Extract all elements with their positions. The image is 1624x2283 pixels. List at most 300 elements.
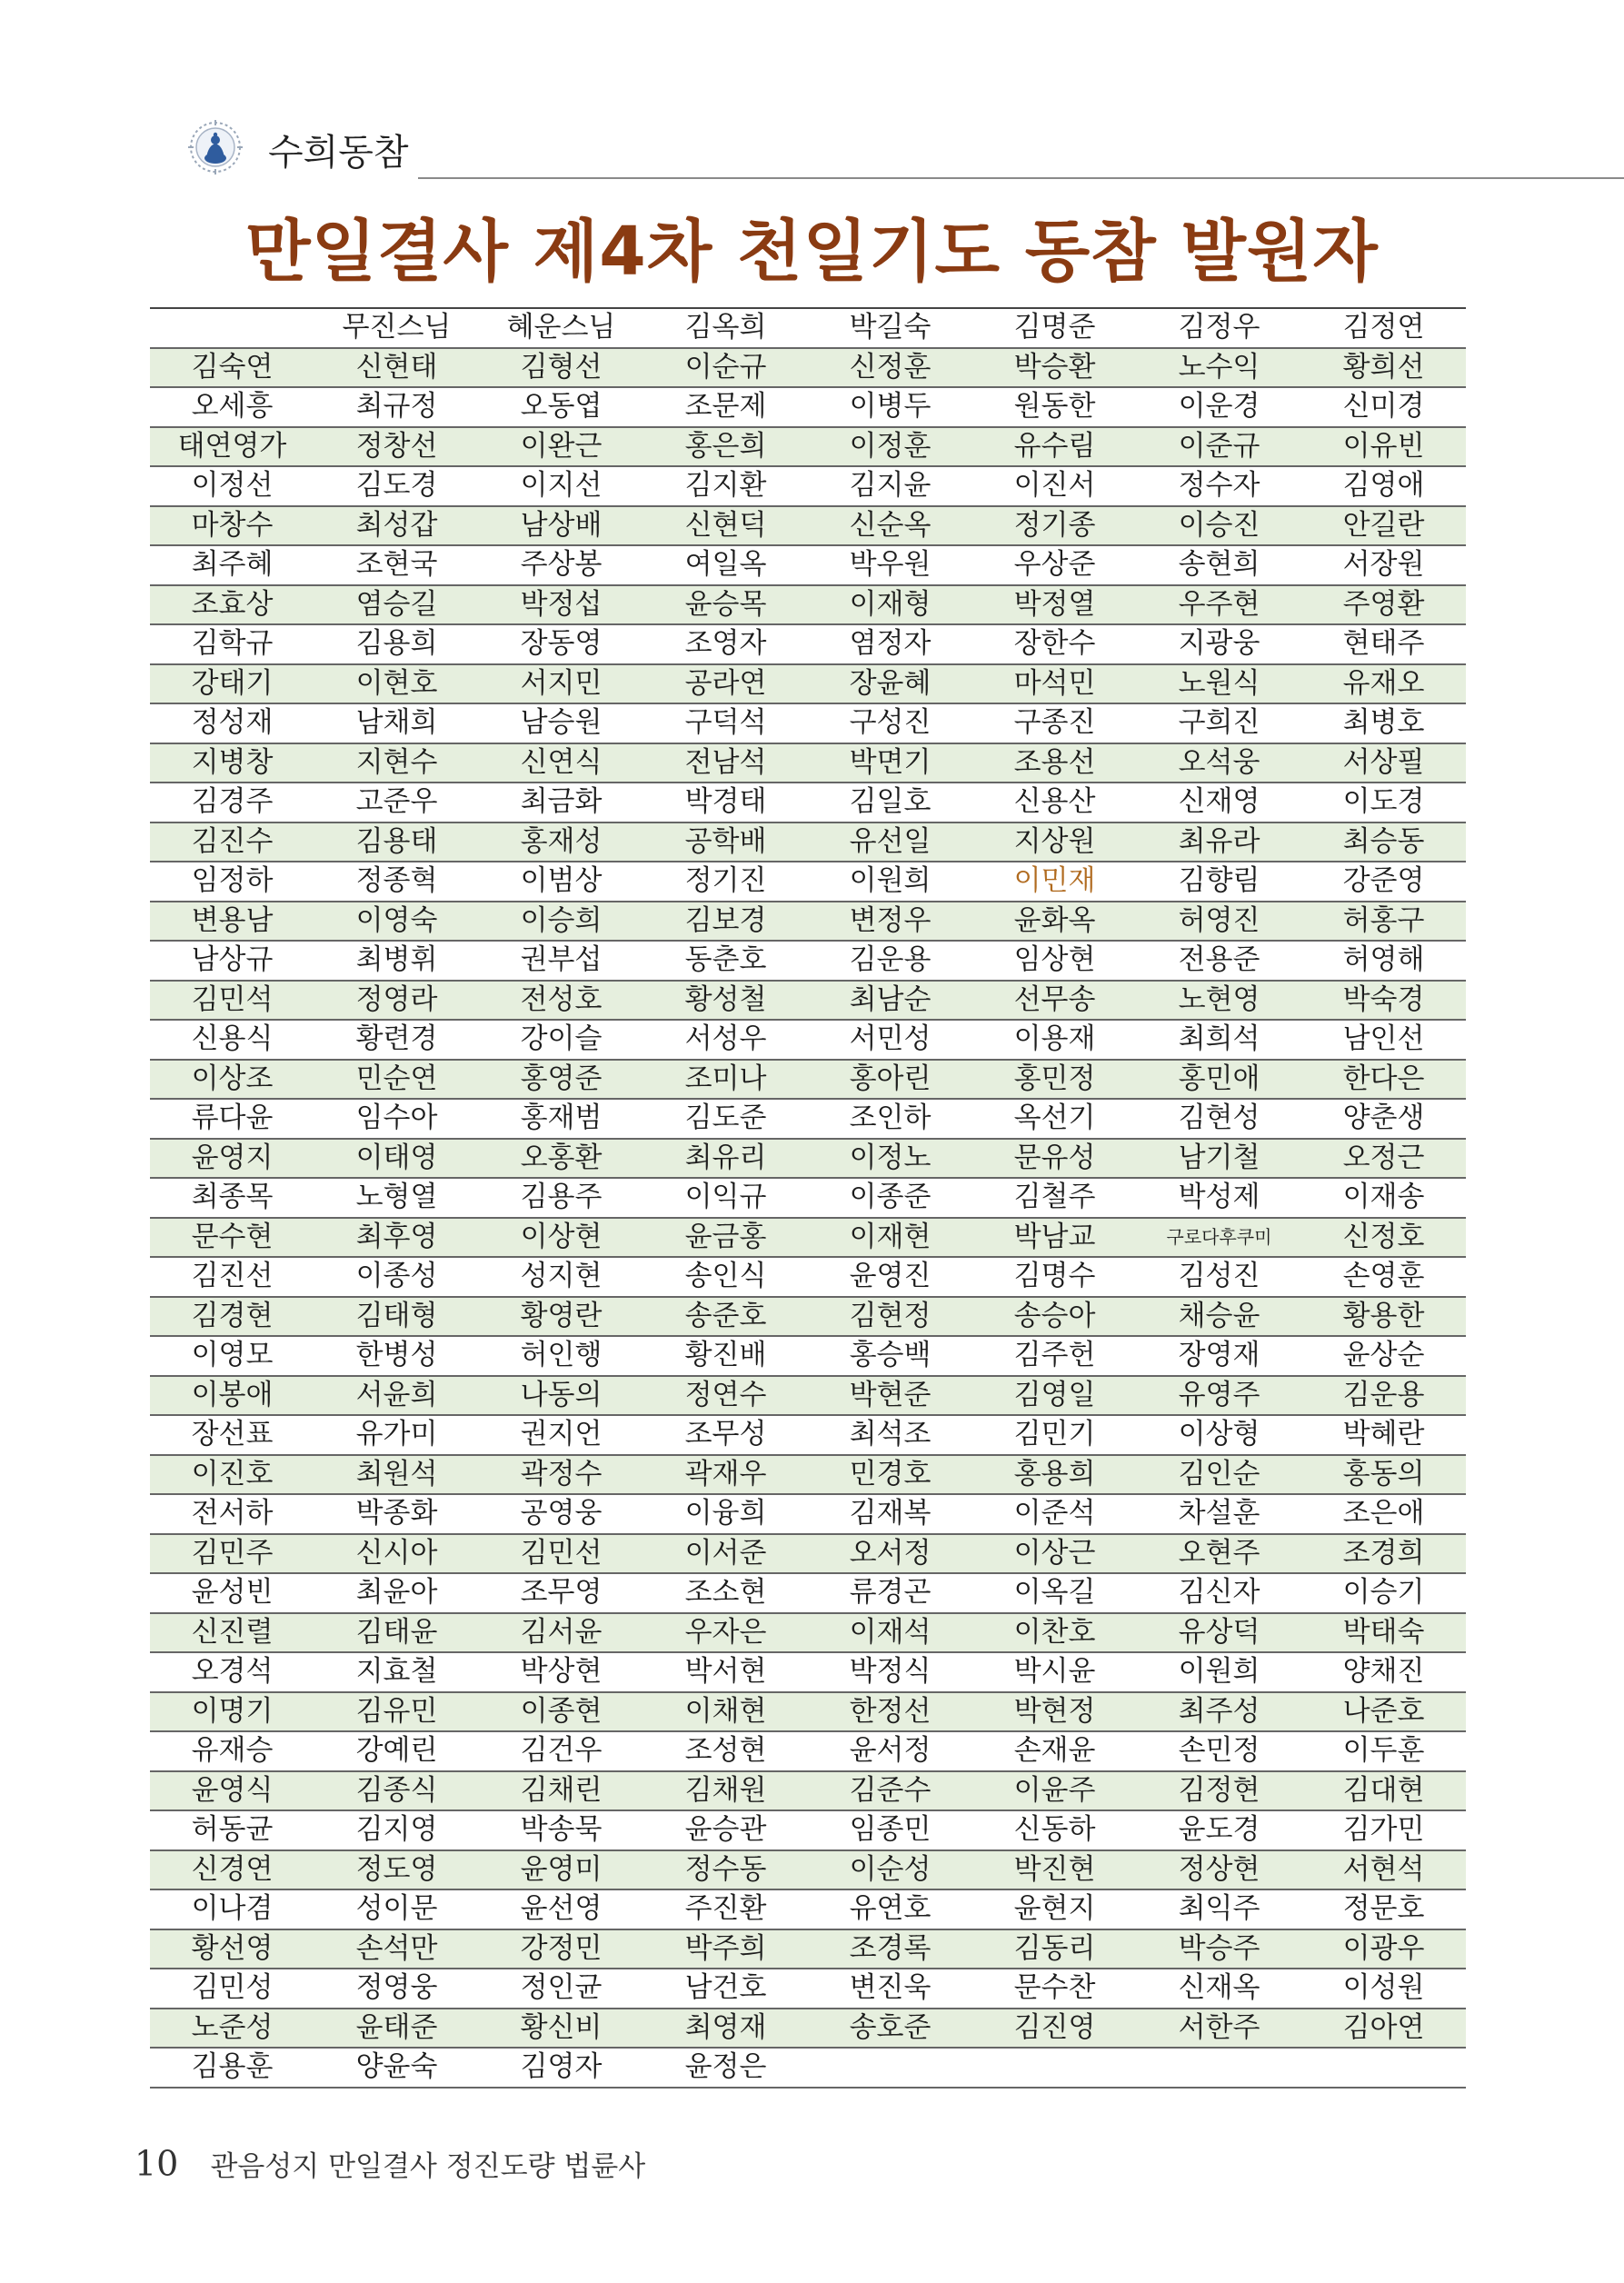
table-row <box>150 1811 1466 1851</box>
name-cell: 이진서 <box>1013 469 1096 502</box>
name-cell: 신연식 <box>520 745 603 779</box>
name-cell: 장동영 <box>520 627 603 660</box>
name-cell: 손석만 <box>355 1931 438 1965</box>
name-cell: 윤승관 <box>684 1813 767 1846</box>
name-cell: 홍재범 <box>520 1102 603 1134</box>
name-cell: 김정현 <box>1178 1773 1260 1807</box>
name-cell: 정연수 <box>684 1378 767 1411</box>
name-cell: 최익주 <box>1178 1892 1260 1925</box>
name-cell: 이종성 <box>355 1260 438 1292</box>
name-cell: 이윤주 <box>1013 1773 1096 1807</box>
name-cell: 김보경 <box>684 903 767 937</box>
name-cell: 최규정 <box>355 390 438 423</box>
name-cell: 이봉애 <box>191 1378 274 1411</box>
name-cell: 양춘생 <box>1342 1102 1425 1134</box>
name-cell: 염승길 <box>355 587 438 621</box>
name-cell: 송호준 <box>849 2010 932 2044</box>
name-cell: 홍아린 <box>849 1062 932 1095</box>
name-cell: 채승윤 <box>1178 1299 1260 1332</box>
table-row <box>150 982 1466 1022</box>
name-cell: 한정선 <box>849 1694 932 1728</box>
name-cell: 김경주 <box>191 785 274 818</box>
name-cell: 곽정수 <box>520 1457 603 1490</box>
name-cell: 이옥길 <box>1013 1576 1096 1609</box>
name-cell: 조은애 <box>1342 1497 1425 1530</box>
name-cell: 최금화 <box>520 785 603 818</box>
name-cell: 김민선 <box>520 1536 603 1570</box>
name-cell: 윤성빈 <box>191 1576 274 1609</box>
name-cell: 김숙연 <box>191 350 274 384</box>
name-cell: 박주희 <box>684 1931 767 1965</box>
table-row <box>150 1930 1466 1970</box>
name-cell: 조미나 <box>684 1062 767 1095</box>
name-cell: 윤태준 <box>355 2010 438 2044</box>
name-cell: 유선일 <box>849 824 932 858</box>
name-cell: 김용훈 <box>191 2050 274 2083</box>
table-row <box>150 1219 1466 1259</box>
name-cell: 강정민 <box>520 1931 603 1965</box>
name-cell: 전용준 <box>1178 943 1260 976</box>
name-cell: 이재형 <box>849 587 932 621</box>
name-cell: 이찬호 <box>1013 1615 1096 1649</box>
name-cell: 이병두 <box>849 390 932 423</box>
name-cell: 이상조 <box>191 1062 274 1095</box>
name-cell: 서성우 <box>684 1022 767 1055</box>
table-row <box>150 586 1466 626</box>
name-cell: 윤선영 <box>520 1892 603 1925</box>
name-cell: 윤상순 <box>1342 1339 1425 1371</box>
name-cell: 김재복 <box>849 1497 932 1530</box>
name-cell: 정종혁 <box>355 864 438 897</box>
name-cell: 박길숙 <box>849 311 932 344</box>
name-cell <box>808 2049 972 2087</box>
name-cell: 김민주 <box>191 1536 274 1570</box>
name-cell: 변정우 <box>849 903 932 937</box>
name-cell: 이재현 <box>849 1220 932 1253</box>
name-cell: 유재오 <box>1342 666 1425 700</box>
name-cell: 박정식 <box>849 1655 932 1688</box>
name-cell: 김현성 <box>1178 1102 1260 1134</box>
name-cell: 안길란 <box>1342 508 1425 542</box>
name-cell: 공라연 <box>684 666 767 700</box>
name-cell: 최승동 <box>1342 824 1425 858</box>
name-cell: 서윤희 <box>355 1378 438 1411</box>
table-row <box>150 1969 1466 2009</box>
name-cell: 강준영 <box>1342 864 1425 897</box>
name-cell: 황선영 <box>191 1931 274 1965</box>
name-cell: 변진욱 <box>849 1971 932 2004</box>
name-cell: 홍용희 <box>1013 1457 1096 1490</box>
name-cell: 이성원 <box>1342 1971 1425 2004</box>
name-cell: 류경곤 <box>849 1576 932 1609</box>
name-cell: 이재석 <box>849 1615 932 1649</box>
name-cell: 김학규 <box>191 627 274 660</box>
name-cell: 이익규 <box>684 1181 767 1213</box>
name-cell: 박진현 <box>1013 1852 1096 1886</box>
name-cell: 구덕석 <box>684 706 767 739</box>
name-cell: 황용한 <box>1342 1299 1425 1332</box>
name-cell: 장한수 <box>1013 627 1096 660</box>
name-cell: 신재영 <box>1178 785 1260 818</box>
table-row <box>150 1693 1466 1733</box>
header-divider <box>418 177 1624 179</box>
name-cell: 양윤숙 <box>355 2050 438 2083</box>
name-cell: 차설훈 <box>1178 1497 1260 1530</box>
footer-text: 관음성지 만일결사 정진도량 법륜사 <box>210 2150 646 2183</box>
name-cell: 김태윤 <box>355 1615 438 1649</box>
name-cell: 김정우 <box>1178 311 1260 344</box>
name-cell: 우상준 <box>1013 548 1096 581</box>
name-cell: 오세흥 <box>191 390 274 423</box>
name-cell: 이민재 <box>1013 864 1096 897</box>
name-cell: 정문호 <box>1342 1892 1425 1925</box>
name-cell: 박남교 <box>1013 1220 1096 1253</box>
table-row <box>150 1416 1466 1456</box>
name-cell: 전성호 <box>520 982 603 1016</box>
table-row <box>150 902 1466 942</box>
name-cell: 강이슬 <box>520 1022 603 1055</box>
name-cell: 정창선 <box>355 429 438 463</box>
name-cell: 원동한 <box>1013 390 1096 423</box>
name-cell: 김채원 <box>684 1773 767 1807</box>
name-cell: 서민성 <box>849 1022 932 1055</box>
table-row <box>150 1653 1466 1693</box>
name-cell: 유가미 <box>355 1418 438 1451</box>
table-row <box>150 942 1466 982</box>
name-cell: 김지환 <box>684 469 767 502</box>
name-cell: 김도경 <box>355 469 438 502</box>
table-row <box>150 862 1466 902</box>
name-cell: 김지영 <box>355 1813 438 1846</box>
name-cell: 허영해 <box>1342 943 1425 976</box>
name-cell: 조문제 <box>684 390 767 423</box>
name-cell <box>1301 2049 1466 2087</box>
name-cell: 조용선 <box>1013 745 1096 779</box>
name-cell: 서현석 <box>1342 1852 1425 1886</box>
table-row <box>150 507 1466 547</box>
name-cell: 공학배 <box>684 824 767 858</box>
name-cell: 박정섭 <box>520 587 603 621</box>
table-row <box>150 665 1466 705</box>
name-cell: 이나겸 <box>191 1892 274 1925</box>
name-cell: 최원석 <box>355 1457 438 1490</box>
table-row <box>150 1337 1466 1377</box>
name-cell: 이서준 <box>684 1536 767 1570</box>
name-cell: 윤승목 <box>684 587 767 621</box>
name-cell: 민순연 <box>355 1062 438 1095</box>
name-cell: 이두훈 <box>1342 1734 1425 1767</box>
name-cell: 신순옥 <box>849 508 932 542</box>
name-cell: 정기종 <box>1013 508 1096 542</box>
name-cell: 박현정 <box>1013 1694 1096 1728</box>
name-cell: 허동균 <box>191 1813 274 1846</box>
buddha-emblem-icon <box>186 118 244 176</box>
name-cell: 김민기 <box>1013 1418 1096 1451</box>
name-cell: 여일옥 <box>684 548 767 581</box>
name-cell: 동춘호 <box>684 943 767 976</box>
name-cell: 이준규 <box>1178 429 1260 463</box>
name-cell <box>972 2049 1137 2087</box>
name-cell: 김옥희 <box>684 311 767 344</box>
name-cell: 송준호 <box>684 1299 767 1332</box>
name-cell: 박태숙 <box>1342 1615 1425 1649</box>
name-cell: 이채현 <box>684 1694 767 1728</box>
name-cell: 홍민애 <box>1178 1062 1260 1095</box>
name-cell: 우주현 <box>1178 587 1260 621</box>
table-row <box>150 744 1466 784</box>
name-cell: 오동엽 <box>520 390 603 423</box>
name-cell: 한다은 <box>1342 1062 1425 1095</box>
name-cell: 김유민 <box>355 1694 438 1728</box>
table-row <box>150 428 1466 468</box>
name-cell: 권지언 <box>520 1418 603 1451</box>
name-cell: 구성진 <box>849 706 932 739</box>
table-row <box>150 467 1466 507</box>
name-cell: 최병호 <box>1342 706 1425 739</box>
name-cell: 김명준 <box>1013 311 1096 344</box>
name-cell: 박서현 <box>684 1655 767 1688</box>
name-cell: 김채린 <box>520 1773 603 1807</box>
name-cell: 이승희 <box>520 903 603 937</box>
name-cell: 김동리 <box>1013 1931 1096 1965</box>
name-cell: 구로다후쿠미 <box>1166 1225 1272 1248</box>
name-cell: 서상필 <box>1342 745 1425 779</box>
name-cell: 혜운스님 <box>506 311 616 344</box>
name-cell: 최병휘 <box>355 943 438 976</box>
name-cell: 김주헌 <box>1013 1339 1096 1371</box>
name-cell: 이준석 <box>1013 1497 1096 1530</box>
name-cell: 양채진 <box>1342 1655 1425 1688</box>
table-row <box>150 546 1466 586</box>
name-cell: 오서정 <box>849 1536 932 1570</box>
name-cell: 황신비 <box>520 2010 603 2044</box>
name-cell: 노현영 <box>1178 982 1260 1016</box>
table-row <box>150 625 1466 665</box>
name-cell: 윤영진 <box>849 1260 932 1292</box>
name-cell: 이태영 <box>355 1141 438 1174</box>
donor-name-table <box>150 307 1466 2089</box>
table-row <box>150 704 1466 744</box>
name-cell: 문수찬 <box>1013 1971 1096 2004</box>
name-cell: 김진선 <box>191 1260 274 1292</box>
name-cell: 선무송 <box>1013 982 1096 1016</box>
name-cell: 문수현 <box>191 1220 274 1253</box>
name-cell: 구종진 <box>1013 706 1096 739</box>
name-cell: 유영주 <box>1178 1378 1260 1411</box>
name-cell: 남상규 <box>191 943 274 976</box>
name-cell: 유재승 <box>191 1734 274 1767</box>
name-cell: 김운용 <box>849 943 932 976</box>
name-cell: 윤도경 <box>1178 1813 1260 1846</box>
table-row <box>150 1179 1466 1219</box>
page-footer <box>135 2143 645 2188</box>
name-cell: 박숙경 <box>1342 982 1425 1016</box>
name-cell: 김건우 <box>520 1734 603 1767</box>
name-cell: 최남순 <box>849 982 932 1016</box>
name-cell: 김형선 <box>520 350 603 384</box>
name-cell: 정기진 <box>684 864 767 897</box>
name-cell: 남기철 <box>1178 1141 1260 1174</box>
table-row <box>150 1890 1466 1930</box>
name-cell: 김용태 <box>355 824 438 858</box>
name-cell: 손민정 <box>1178 1734 1260 1767</box>
table-row <box>150 1377 1466 1417</box>
name-cell: 신경연 <box>191 1852 274 1886</box>
name-cell: 허영진 <box>1178 903 1260 937</box>
name-cell: 이현호 <box>355 666 438 700</box>
name-cell: 지상원 <box>1013 824 1096 858</box>
name-cell: 전서하 <box>191 1497 274 1530</box>
name-cell: 허인행 <box>520 1339 603 1371</box>
name-cell: 최영재 <box>684 2010 767 2044</box>
name-cell: 박승환 <box>1013 350 1096 384</box>
table-row <box>150 1298 1466 1338</box>
name-cell: 신정호 <box>1342 1220 1425 1253</box>
name-cell: 임종민 <box>849 1813 932 1846</box>
name-cell: 신용산 <box>1013 785 1096 818</box>
name-cell: 송인식 <box>684 1260 767 1292</box>
name-cell: 이광우 <box>1342 1931 1425 1965</box>
name-cell: 구희진 <box>1178 706 1260 739</box>
name-cell: 김준수 <box>849 1773 932 1807</box>
table-row <box>150 1535 1466 1575</box>
name-cell: 이종현 <box>520 1694 603 1728</box>
name-cell: 박송묵 <box>520 1813 603 1846</box>
name-cell: 최유라 <box>1178 824 1260 858</box>
name-cell: 서장원 <box>1342 548 1425 581</box>
name-cell: 이영숙 <box>355 903 438 937</box>
name-cell: 최종목 <box>191 1181 274 1213</box>
name-cell: 변용남 <box>191 903 274 937</box>
name-cell: 서한주 <box>1178 2010 1260 2044</box>
name-cell: 황진배 <box>684 1339 767 1371</box>
name-cell: 이진호 <box>191 1457 274 1490</box>
name-cell: 한병성 <box>355 1339 438 1371</box>
name-cell: 허홍구 <box>1342 903 1425 937</box>
table-row <box>150 388 1466 428</box>
name-cell: 이융희 <box>684 1497 767 1530</box>
name-cell: 장선표 <box>191 1418 274 1451</box>
name-cell: 김일호 <box>849 785 932 818</box>
table-row <box>150 1021 1466 1061</box>
table-row <box>150 349 1466 389</box>
name-cell: 김영애 <box>1342 469 1425 502</box>
table-row <box>150 1258 1466 1298</box>
name-cell: 노준성 <box>191 2010 274 2044</box>
name-cell: 김명수 <box>1013 1260 1096 1292</box>
name-cell: 신동하 <box>1013 1813 1096 1846</box>
name-cell: 최석조 <box>849 1418 932 1451</box>
name-cell: 이순규 <box>684 350 767 384</box>
name-cell: 최윤아 <box>355 1576 438 1609</box>
name-cell: 지광웅 <box>1178 627 1260 660</box>
name-cell: 윤영미 <box>520 1852 603 1886</box>
name-cell: 박시윤 <box>1013 1655 1096 1688</box>
page-header <box>186 109 1624 182</box>
table-row <box>150 1614 1466 1654</box>
name-cell: 이정훈 <box>849 429 932 463</box>
name-cell: 주상봉 <box>520 548 603 581</box>
table-row <box>150 1495 1466 1535</box>
name-cell: 정영웅 <box>355 1971 438 2004</box>
name-cell: 최주혜 <box>191 548 274 581</box>
name-cell: 김대현 <box>1342 1773 1425 1807</box>
table-row <box>150 823 1466 863</box>
name-cell: 오홍환 <box>520 1141 603 1174</box>
name-cell: 이지선 <box>520 469 603 502</box>
name-cell: 박승주 <box>1178 1931 1260 1965</box>
name-cell: 김철주 <box>1013 1181 1096 1213</box>
name-cell: 신현태 <box>355 350 438 384</box>
name-cell: 주진환 <box>684 1892 767 1925</box>
name-cell: 오경석 <box>191 1655 274 1688</box>
name-cell: 김운용 <box>1342 1378 1425 1411</box>
name-cell: 장영재 <box>1178 1339 1260 1371</box>
name-cell: 오정근 <box>1342 1141 1425 1174</box>
name-cell: 우자은 <box>684 1615 767 1649</box>
name-cell: 태연영가 <box>177 429 287 463</box>
name-cell: 김아연 <box>1342 2010 1425 2044</box>
name-cell: 이완근 <box>520 429 603 463</box>
name-cell: 윤현지 <box>1013 1892 1096 1925</box>
name-cell: 박종화 <box>355 1497 438 1530</box>
name-cell: 지효철 <box>355 1655 438 1688</box>
name-cell: 오석웅 <box>1178 745 1260 779</box>
name-cell: 박면기 <box>849 745 932 779</box>
name-cell: 최유리 <box>684 1141 767 1174</box>
name-cell: 송승아 <box>1013 1299 1096 1332</box>
name-cell: 박우원 <box>849 548 932 581</box>
name-cell: 조경록 <box>849 1931 932 1965</box>
name-cell: 이재송 <box>1342 1181 1425 1213</box>
table-row <box>150 2049 1466 2089</box>
name-cell: 이상현 <box>520 1220 603 1253</box>
name-cell: 현태주 <box>1342 627 1425 660</box>
name-cell: 이명기 <box>191 1694 274 1728</box>
table-row <box>150 309 1466 349</box>
name-cell: 황성철 <box>684 982 767 1016</box>
name-cell: 최희석 <box>1178 1022 1260 1055</box>
table-row <box>150 1772 1466 1812</box>
table-row <box>150 783 1466 823</box>
name-cell: 서지민 <box>520 666 603 700</box>
name-cell: 마창수 <box>191 508 274 542</box>
name-cell: 유수림 <box>1013 429 1096 463</box>
name-cell: 강예린 <box>355 1734 438 1767</box>
name-cell: 조무성 <box>684 1418 767 1451</box>
name-cell: 곽재우 <box>684 1457 767 1490</box>
name-cell: 정도영 <box>355 1852 438 1886</box>
name-cell: 이종준 <box>849 1181 932 1213</box>
name-cell: 노수익 <box>1178 350 1260 384</box>
name-cell: 김용희 <box>355 627 438 660</box>
name-cell: 박상현 <box>520 1655 603 1688</box>
name-cell: 홍승백 <box>849 1339 932 1371</box>
name-cell: 이범상 <box>520 864 603 897</box>
name-cell: 김정연 <box>1342 311 1425 344</box>
name-cell: 이용재 <box>1013 1022 1096 1055</box>
name-cell: 박혜란 <box>1342 1418 1425 1451</box>
name-cell: 정성재 <box>191 706 274 739</box>
name-cell: 박성제 <box>1178 1181 1260 1213</box>
name-cell: 이승기 <box>1342 1576 1425 1609</box>
table-row <box>150 1061 1466 1101</box>
table-row <box>150 1851 1466 1891</box>
name-cell: 정수자 <box>1178 469 1260 502</box>
name-cell: 김진수 <box>191 824 274 858</box>
name-cell: 이운경 <box>1178 390 1260 423</box>
name-cell: 신재옥 <box>1178 1971 1260 2004</box>
